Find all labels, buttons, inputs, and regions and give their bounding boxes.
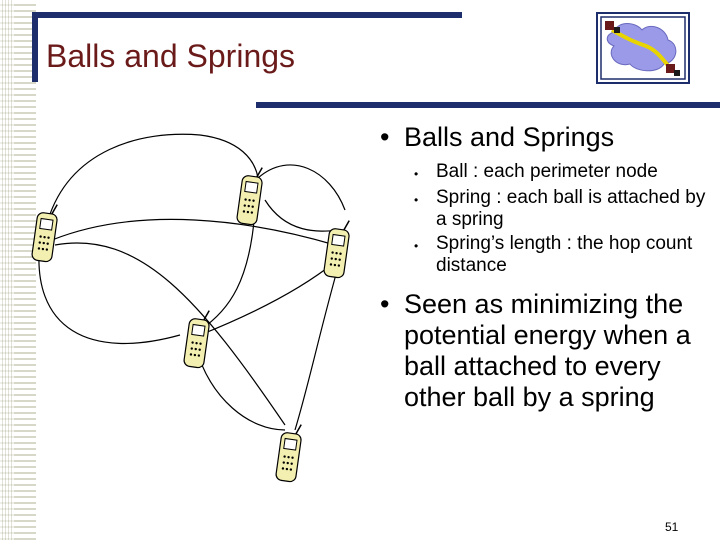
bullet-dot: • <box>414 239 419 253</box>
mobile-phone-icon <box>31 202 59 262</box>
page-number: 51 <box>665 520 679 534</box>
bullet-list <box>380 122 710 421</box>
sub-bullet-text: Spring’s length : the hop count distance <box>436 233 693 276</box>
bullet-dot: • <box>380 122 390 152</box>
bullet-text: Seen as minimizing the potential energy when a ball attached to every other ball by a spring <box>404 289 691 412</box>
phone-icons <box>31 165 351 482</box>
sub-bullet-item <box>414 233 710 277</box>
bullet-item <box>380 289 710 413</box>
sub-bullet-text: Spring : each ball is attached by a spring <box>436 187 706 230</box>
slide-title: Balls and Springs <box>46 38 296 74</box>
bullet-text: Balls and Springs <box>404 122 615 152</box>
mobile-phone-icon <box>183 308 211 368</box>
mobile-phone-icon <box>275 422 303 482</box>
bullet-item <box>380 122 710 153</box>
bullet-dot: • <box>414 167 419 181</box>
bullet-dot: • <box>380 289 390 319</box>
mobile-phone-icon <box>236 165 264 225</box>
mobile-phone-icon <box>323 218 351 278</box>
sub-bullet-text: Ball : each perimeter node <box>436 161 658 182</box>
sub-bullet-item <box>414 187 710 231</box>
sub-bullet-item <box>414 161 710 185</box>
sub-bullet-list <box>380 161 710 277</box>
bullet-dot: • <box>414 193 419 207</box>
